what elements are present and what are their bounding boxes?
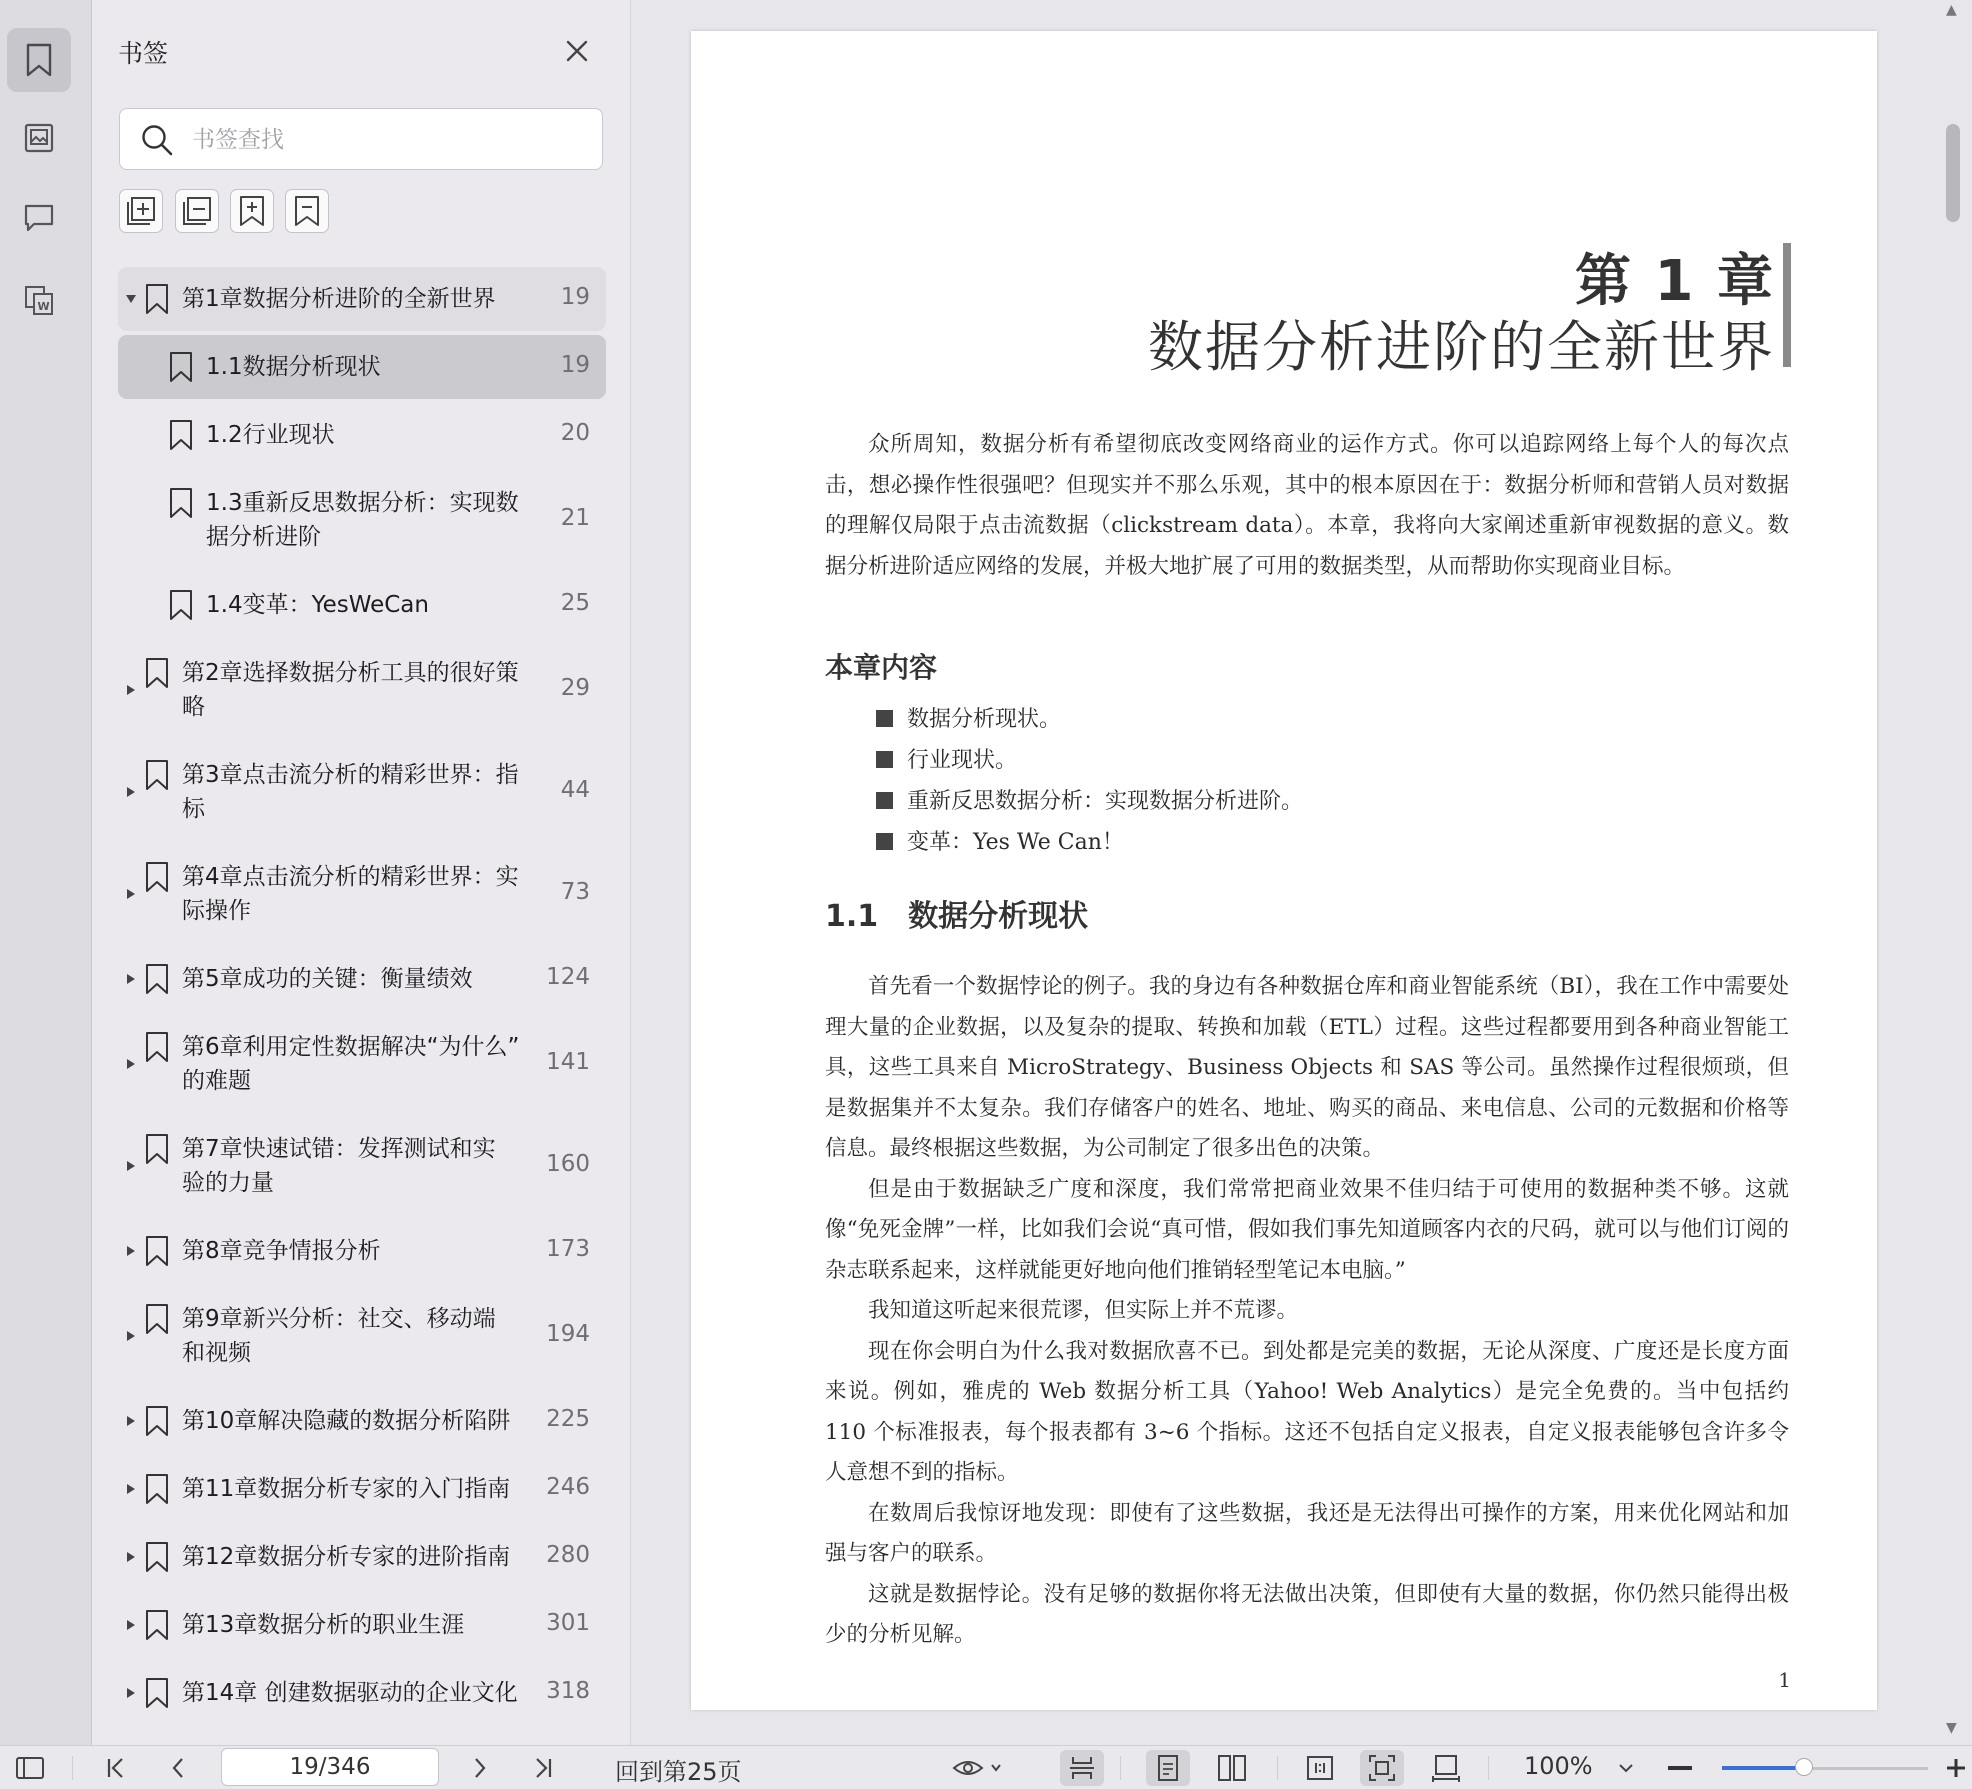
bookmark-chapter-item[interactable] bbox=[118, 1525, 606, 1589]
bookmark-page-number: 225 bbox=[546, 1406, 590, 1432]
bookmark-page-number: 246 bbox=[546, 1474, 590, 1500]
bookmark-label: 第2章选择数据分析工具的很好策 略 bbox=[182, 660, 519, 720]
bookmark-icon bbox=[168, 419, 194, 455]
bookmark-chapter-item[interactable] bbox=[118, 1593, 606, 1657]
paragraph: 但是由于数据缺乏广度和深度，我们常常把商业效果不佳归结于可使用的数据种类不够。这就像“免死金牌”一样，比如我们会说“真可惜，假如我们事先知道顾客内衣的尺码，就可以与他们订阅的杂志联系起来，这样就能更好地向他们推销轻型笔记本电脑。” bbox=[825, 1176, 1789, 1283]
bookmark-icon bbox=[144, 657, 170, 693]
bookmark-page-number: 19 bbox=[560, 352, 590, 378]
expand-all-icon bbox=[125, 195, 157, 227]
caret-right-icon[interactable] bbox=[123, 1481, 139, 1497]
search-icon bbox=[140, 123, 174, 157]
plus-icon bbox=[1944, 1756, 1968, 1780]
bookmark-label: 第13章数据分析的职业生涯 bbox=[182, 1612, 465, 1638]
bookmark-icon bbox=[144, 283, 170, 319]
contents-item: 重新反思数据分析：实现数据分析进阶。 bbox=[876, 781, 1303, 822]
bookmark-page-number: 173 bbox=[546, 1236, 590, 1262]
bookmark-label: 第3章点击流分析的精彩世界：指 标 bbox=[182, 762, 519, 822]
paragraph: 首先看一个数据悖论的例子。我的身边有各种数据仓库和商业智能系统（BI），我在工作中需要处理大量的企业数据，以及复杂的提取、转换和加载（ETL）过程。这些过程都要用到各种商业智能工具，这些工具来自 MicroStrategy、Business Objects 和 SAS 等公司。虽然操作过程很烦琐，但是数据集并不太复杂。我们存储客户的姓名、地址、购买的商品、来电信息、公司的元数据和价格等信息。最终根据这些数据，为公司制定了很多出色的决策。 bbox=[825, 974, 1789, 1161]
fit-page-icon bbox=[1368, 1754, 1396, 1782]
next-page-button[interactable] bbox=[462, 1750, 498, 1786]
actual-size-icon bbox=[1306, 1755, 1334, 1781]
close-icon bbox=[565, 39, 589, 63]
bookmark-icon bbox=[144, 1405, 170, 1441]
remove-bookmark-button[interactable] bbox=[285, 189, 329, 233]
collapse-all-button[interactable] bbox=[175, 189, 219, 233]
contents-item: 变革：Yes We Can！ bbox=[876, 822, 1303, 863]
bookmark-search-input[interactable] bbox=[190, 119, 584, 161]
chevron-left-icon bbox=[169, 1756, 187, 1780]
bookmark-label: 1.1数据分析现状 bbox=[206, 354, 381, 380]
bookmark-icon bbox=[144, 1133, 170, 1169]
separator bbox=[1120, 1756, 1121, 1780]
bookmark-section-item[interactable] bbox=[118, 471, 606, 569]
bookmark-page-number: 301 bbox=[546, 1610, 590, 1636]
bookmark-section-item[interactable] bbox=[118, 573, 606, 637]
bookmark-section-item[interactable] bbox=[118, 335, 606, 399]
paragraph: 在数周后我惊讶地发现：即使有了这些数据，我还是无法得出可操作的方案，用来优化网站和加强与客户的联系。 bbox=[825, 1500, 1789, 1566]
bookmark-page-number: 280 bbox=[546, 1542, 590, 1568]
chapter-number: 第 1 章 bbox=[1575, 249, 1775, 314]
caret-right-icon[interactable] bbox=[123, 1617, 139, 1633]
bookmark-icon bbox=[168, 487, 194, 523]
word-convert-button[interactable] bbox=[7, 268, 71, 332]
scroll-mode-icon bbox=[1068, 1755, 1096, 1781]
separator bbox=[1277, 1756, 1278, 1780]
bookmark-chapter-item[interactable] bbox=[118, 1389, 606, 1453]
contents-list bbox=[876, 699, 1303, 863]
bookmark-search-box bbox=[119, 108, 603, 170]
previous-page-button[interactable] bbox=[160, 1750, 196, 1786]
bookmark-icon bbox=[144, 1609, 170, 1645]
vertical-scrollbar-thumb[interactable] bbox=[1946, 124, 1960, 222]
last-page-button[interactable] bbox=[525, 1750, 561, 1786]
bookmark-icon bbox=[144, 861, 170, 897]
chevron-down-icon bbox=[1618, 1762, 1634, 1774]
bookmark-add-icon bbox=[238, 195, 266, 227]
caret-right-icon[interactable] bbox=[123, 682, 139, 698]
bookmark-panel bbox=[92, 0, 630, 1745]
bookmark-icon bbox=[144, 1473, 170, 1509]
bookmark-chapter-item[interactable] bbox=[118, 267, 606, 331]
bookmark-icon bbox=[168, 351, 194, 387]
bookmark-chapter-item[interactable] bbox=[118, 947, 606, 1011]
bookmark-label: 第11章数据分析专家的入门指南 bbox=[182, 1476, 511, 1502]
bookmark-chapter-item[interactable] bbox=[118, 1661, 606, 1725]
bookmark-icon bbox=[144, 759, 170, 795]
zoom-out-button[interactable] bbox=[1662, 1750, 1698, 1786]
bookmark-page-number: 73 bbox=[560, 879, 590, 905]
fit-width-button[interactable] bbox=[1424, 1750, 1468, 1786]
bookmark-icon bbox=[144, 1031, 170, 1067]
bookmark-label: 1.2行业现状 bbox=[206, 422, 335, 448]
bookmark-page-number: 124 bbox=[546, 964, 590, 990]
image-icon bbox=[24, 123, 54, 153]
caret-right-icon[interactable] bbox=[123, 1685, 139, 1701]
caret-right-icon[interactable] bbox=[123, 1056, 139, 1072]
go-back-link[interactable]: 回到第25页 bbox=[615, 1758, 742, 1786]
bookmark-icon bbox=[144, 1541, 170, 1577]
single-page-toggle[interactable] bbox=[1146, 1750, 1190, 1786]
svg-text:W: W bbox=[37, 300, 50, 313]
zoom-slider-knob[interactable] bbox=[1795, 1758, 1813, 1776]
caret-right-icon[interactable] bbox=[123, 1158, 139, 1174]
bookmark-label: 第8章竞争情报分析 bbox=[182, 1238, 381, 1264]
sidebar-toggle-icon bbox=[15, 1756, 45, 1780]
left-tool-rail bbox=[0, 0, 92, 1745]
caret-right-icon[interactable] bbox=[123, 1328, 139, 1344]
scroll-up-arrow[interactable]: ▲ bbox=[1946, 2, 1957, 18]
caret-right-icon[interactable] bbox=[123, 971, 139, 987]
bookmark-chapter-item[interactable] bbox=[118, 1219, 606, 1283]
bookmark-chapter-item[interactable] bbox=[118, 641, 606, 739]
fit-page-button[interactable] bbox=[1360, 1750, 1404, 1786]
intro-paragraph: 众所周知，数据分析有希望彻底改变网络商业的运作方式。你可以追踪网络上每个人的每次点击，想必操作性很强吧？但现实并不那么乐观，其中的根本原因在于：数据分析师和营销人员对数据的理解仅局限于点击流数据（clickstream data）。本章，我将向大家阐述重新审视数据的意义。数据分析进阶适应网络的发展，并极大地扩展了可用的数据类型，从而帮助你实现商业目标。 bbox=[825, 432, 1789, 579]
bookmark-chapter-item[interactable] bbox=[118, 1457, 606, 1521]
bookmark-chapter-item[interactable] bbox=[118, 743, 606, 841]
separator bbox=[1488, 1756, 1489, 1780]
bookmark-page-number: 25 bbox=[560, 590, 590, 616]
bookmark-chapter-item[interactable] bbox=[118, 1287, 606, 1385]
expand-all-button[interactable] bbox=[119, 189, 163, 233]
last-page-icon bbox=[532, 1756, 554, 1780]
document-viewport[interactable] bbox=[631, 0, 1972, 1745]
bookmark-icon bbox=[144, 963, 170, 999]
section-heading: 1.1 数据分析现状 bbox=[825, 899, 1089, 934]
separator bbox=[72, 1756, 73, 1780]
section-body bbox=[825, 967, 1789, 1656]
first-page-button[interactable] bbox=[98, 1750, 134, 1786]
bookmark-page-number: 21 bbox=[560, 505, 590, 531]
bookmark-chapter-item[interactable] bbox=[118, 1015, 606, 1113]
eye-icon bbox=[952, 1756, 1004, 1780]
collapse-all-icon bbox=[181, 195, 213, 227]
bookmark-page-number: 194 bbox=[546, 1321, 590, 1347]
document-page bbox=[691, 31, 1877, 1710]
scroll-down-arrow[interactable]: ▼ bbox=[1946, 1720, 1957, 1736]
comment-icon bbox=[23, 203, 55, 233]
paragraph: 我知道这听起来很荒谬，但实际上并不荒谬。 bbox=[868, 1298, 1299, 1323]
panel-title: 书签 bbox=[118, 39, 169, 68]
caret-right-icon[interactable] bbox=[123, 1243, 139, 1259]
toggle-sidebar-button[interactable] bbox=[12, 1750, 48, 1786]
bookmark-icon bbox=[24, 43, 54, 77]
bookmark-label: 第7章快速试错：发挥测试和实 验的力量 bbox=[182, 1136, 496, 1196]
paragraph: 这就是数据悖论。没有足够的数据你将无法做出决策，但即使有大量的数据，你仍然只能得出极少的分析见解。 bbox=[825, 1581, 1789, 1647]
bookmark-section-item[interactable] bbox=[118, 403, 606, 467]
eye-mode-dropdown[interactable] bbox=[950, 1750, 1006, 1786]
bookmark-label: 第14章 创建数据驱动的企业文化 bbox=[182, 1680, 518, 1706]
two-page-icon bbox=[1217, 1754, 1247, 1782]
chapter-title: 数据分析进阶的全新世界 bbox=[1147, 315, 1775, 379]
bookmark-label: 第5章成功的关键：衡量绩效 bbox=[182, 966, 473, 992]
bookmark-panel-button[interactable] bbox=[7, 28, 71, 92]
comments-panel-button[interactable] bbox=[7, 186, 71, 250]
bookmark-list bbox=[118, 267, 608, 1729]
word-file-icon bbox=[23, 284, 55, 316]
bookmark-label: 1.3重新反思数据分析：实现数 据分析进阶 bbox=[206, 490, 519, 550]
bookmark-page-number: 29 bbox=[560, 675, 590, 701]
contents-item: 数据分析现状。 bbox=[876, 699, 1303, 740]
actual-size-button[interactable] bbox=[1298, 1750, 1342, 1786]
zoom-in-button[interactable] bbox=[1942, 1750, 1970, 1786]
bookmark-page-number: 20 bbox=[560, 420, 590, 446]
bookmark-label: 1.4变革：YesWeCan bbox=[206, 592, 429, 618]
bookmark-label: 第1章数据分析进阶的全新世界 bbox=[182, 286, 496, 312]
caret-right-icon[interactable] bbox=[123, 886, 139, 902]
caret-right-icon[interactable] bbox=[123, 1549, 139, 1565]
bookmark-page-number: 160 bbox=[546, 1151, 590, 1177]
page-number: 1 bbox=[1778, 1668, 1791, 1692]
bookmark-remove-icon bbox=[293, 195, 321, 227]
caret-right-icon[interactable] bbox=[123, 784, 139, 800]
bookmark-label: 第9章新兴分析：社交、移动端 和视频 bbox=[182, 1306, 496, 1366]
chevron-right-icon bbox=[471, 1756, 489, 1780]
caret-right-icon[interactable] bbox=[123, 1413, 139, 1429]
bookmark-label: 第12章数据分析专家的进阶指南 bbox=[182, 1544, 511, 1570]
zoom-slider-fill bbox=[1722, 1766, 1804, 1770]
caret-down-icon[interactable] bbox=[123, 291, 139, 307]
paragraph: 现在你会明白为什么我对数据欣喜不已。到处都是完美的数据，无论从深度、广度还是长度方面来说。例如，雅虎的 Web 数据分析工具（Yahoo! Web Analytics）是完全免费的。当中包括约 110 个标准报表，每个报表都有 3~6 个指标。这还不包括自定义报表，自定义报表能够包含许多令人意想不到的指标。 bbox=[825, 1338, 1789, 1485]
continuous-scroll-toggle[interactable] bbox=[1060, 1750, 1104, 1786]
bookmark-icon bbox=[144, 1677, 170, 1713]
fit-width-icon bbox=[1431, 1754, 1461, 1782]
bottom-toolbar bbox=[0, 1745, 1972, 1789]
minus-icon bbox=[1667, 1765, 1693, 1771]
page-number-input[interactable] bbox=[221, 1748, 439, 1786]
bookmark-icon bbox=[144, 1303, 170, 1339]
first-page-icon bbox=[105, 1756, 127, 1780]
bookmark-label: 第10章解决隐藏的数据分析陷阱 bbox=[182, 1408, 511, 1434]
bookmark-page-number: 19 bbox=[560, 284, 590, 310]
bookmark-label: 第4章点击流分析的精彩世界：实 际操作 bbox=[182, 864, 519, 924]
bookmark-chapter-item[interactable] bbox=[118, 845, 606, 943]
single-page-icon bbox=[1156, 1754, 1180, 1782]
zoom-dropdown[interactable] bbox=[1612, 1750, 1640, 1786]
contents-item: 行业现状。 bbox=[876, 740, 1303, 781]
bookmark-page-number: 44 bbox=[560, 777, 590, 803]
zoom-level[interactable]: 100% bbox=[1524, 1752, 1593, 1780]
bookmark-icon bbox=[168, 589, 194, 625]
contents-heading: 本章内容 bbox=[825, 651, 938, 684]
bookmark-label: 第6章利用定性数据解决“为什么” 的难题 bbox=[182, 1034, 520, 1094]
bookmark-chapter-item[interactable] bbox=[118, 1117, 606, 1215]
chapter-accent-bar bbox=[1783, 243, 1791, 367]
thumbnail-panel-button[interactable] bbox=[7, 106, 71, 170]
two-page-toggle[interactable] bbox=[1210, 1750, 1254, 1786]
bookmark-icon bbox=[144, 1235, 170, 1271]
bookmark-page-number: 141 bbox=[546, 1049, 590, 1075]
add-bookmark-button[interactable] bbox=[230, 189, 274, 233]
close-panel-button[interactable] bbox=[562, 36, 592, 66]
bookmark-page-number: 318 bbox=[546, 1678, 590, 1704]
